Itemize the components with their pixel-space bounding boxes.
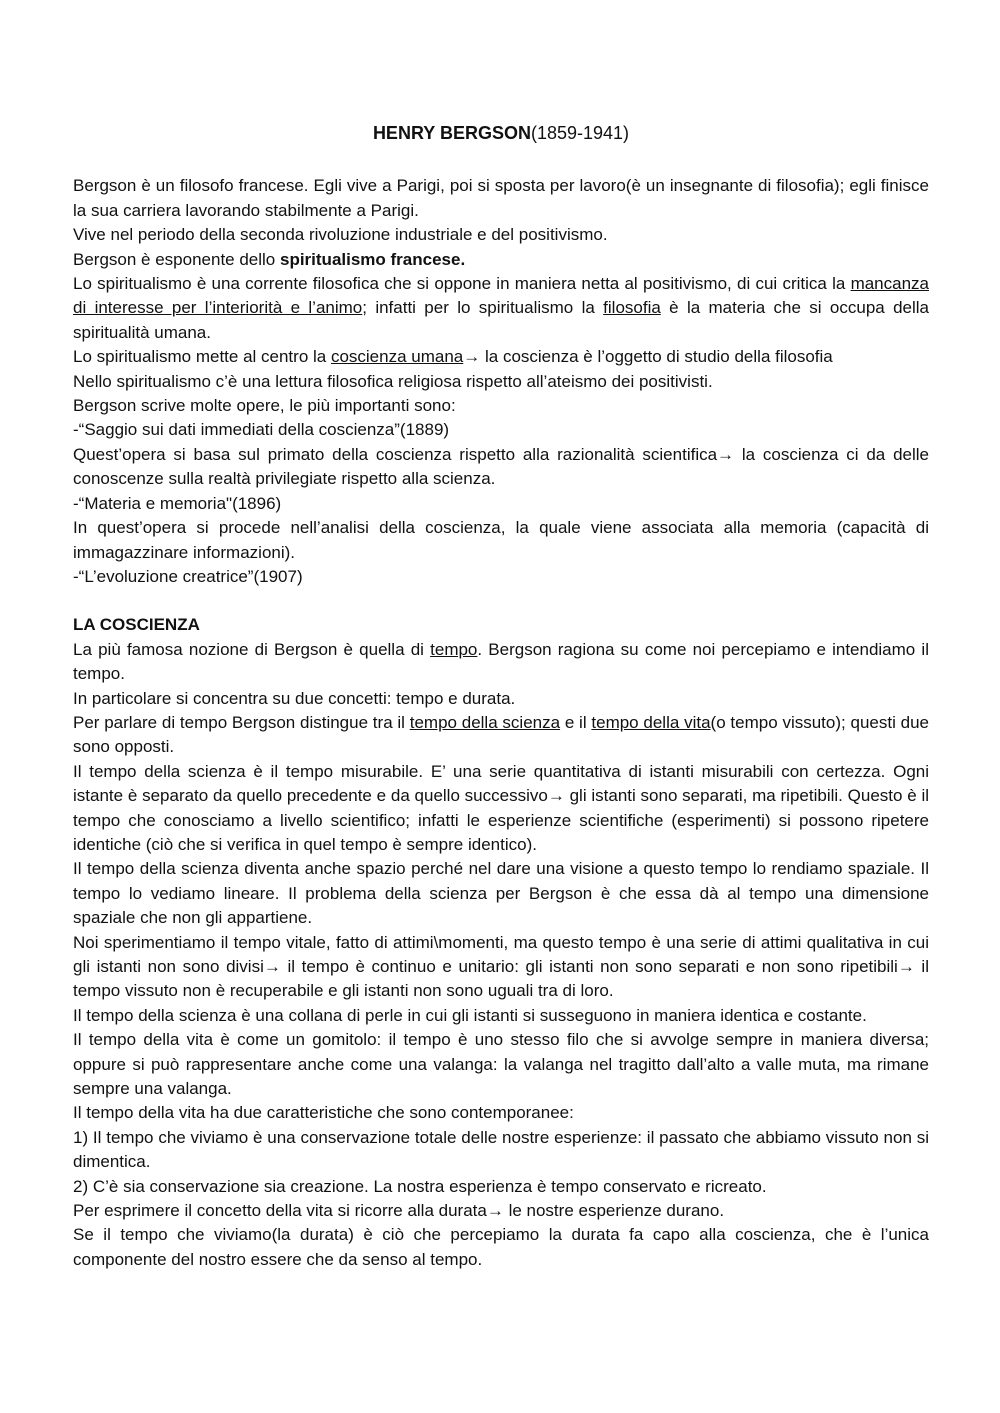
underlined-text: filosofia (603, 298, 661, 318)
list-item: 1) Il tempo che viviamo è una conservazione totale delle nostre esperienze: il passato che abbiamo vissuto non si dimentica. (73, 1127, 929, 1172)
paragraph: Il tempo della vita è come un gomitolo: il tempo è uno stesso filo che si avvolge sempre in maniera diversa; oppure si può rappresentare anche come una valanga: la valanga nel tragitto dall’alto a valle muta, ma rimane sempre una valanga. (73, 1030, 929, 1099)
work-title: -“L’evoluzione creatrice”(1907) (73, 566, 303, 586)
underlined-text: tempo (430, 639, 478, 659)
text: → la coscienza è l’oggetto di studio della filosofia (463, 347, 833, 367)
document-title (73, 121, 929, 145)
paragraph (73, 272, 929, 345)
work-description: Quest’opera si basa sul primato della coscienza rispetto alla razionalità scientifica→ la coscienza ci da delle conoscenze sulla realtà privilegiate rispetto alla scienza. (73, 444, 929, 489)
underlined-text: coscienza umana (330, 347, 464, 367)
paragraph (73, 638, 929, 687)
paragraph: Per esprimere il concetto della vita si ricorre alla durata→ le nostre esperienze durano. (73, 1201, 725, 1221)
text: ; infatti per lo spiritualismo la (362, 298, 604, 318)
underlined-text: tempo della scienza (409, 712, 561, 732)
text: (o tempo vissuto); questi due sono opposti. (73, 712, 929, 757)
text: Lo spiritualismo mette al centro la (73, 347, 331, 367)
bold-text: spiritualismo francese. (280, 249, 466, 269)
list-item: 2) C’è sia conservazione sia creazione. La nostra esperienza è tempo conservato e ricreato. (73, 1176, 767, 1196)
document-page (73, 121, 929, 1272)
work-description: In quest’opera si procede nell’analisi della coscienza, la quale viene associata alla memoria (capacità di immagazzinare informazioni). (73, 518, 929, 562)
section-heading: LA COSCIENZA (73, 615, 200, 635)
paragraph: Il tempo della scienza è il tempo misurabile. E’ una serie quantitativa di istanti misurabili con certezza. Ogni istante è separato da quello precedente e da quello successivo→ gli istanti sono separati, ma ripetibili. Questo è il tempo che conosciamo a livello scientifico; infatti le esperienze scientifiche (esperimenti) si possono ripetere identiche (ciò che si verifica in quel tempo è sempre identico). (73, 761, 929, 854)
paragraph (73, 711, 929, 760)
paragraph: Nello spiritualismo c’è una lettura filosofica religiosa rispetto all’ateismo dei positivisti. (73, 371, 713, 391)
work-title: -“Saggio sui dati immediati della coscienza”(1889) (73, 420, 450, 440)
text: e il (560, 712, 592, 732)
paragraph (73, 345, 929, 369)
paragraph: In particolare si concentra su due concetti: tempo e durata. (73, 688, 516, 708)
spacer (73, 589, 929, 613)
text: . Bergson ragiona su come noi percepiamo e intendiamo il tempo. (73, 639, 929, 684)
underlined-text: mancanza di interesse per l’interiorità e l’animo (73, 274, 929, 318)
text: La più famosa nozione di Bergson è quella di (73, 639, 431, 659)
paragraph: Il tempo della scienza diventa anche spazio perché nel dare una visione a questo tempo lo rendiamo spaziale. Il tempo lo vediamo lineare. Il problema della scienza per Bergson è che essa dà al tempo una dimensione spaziale che non gli appartiene. (73, 859, 929, 928)
text: Lo spiritualismo è una corrente filosofica che si oppone in maniera netta al positivismo, di cui critica la (73, 274, 851, 294)
paragraph: Bergson scrive molte opere, le più importanti sono: (73, 396, 456, 416)
title-name: HENRY BERGSON (372, 123, 531, 143)
paragraph: Il tempo della scienza è una collana di perle in cui gli istanti si susseguono in maniera identica e costante. (73, 1005, 867, 1025)
paragraph: Vive nel periodo della seconda rivoluzione industriale e del positivismo. (73, 225, 608, 245)
paragraph: Bergson è un filosofo francese. Egli vive a Parigi, poi si sposta per lavoro(è un insegnante di filosofia); egli finisce la sua carriera lavorando stabilmente a Parigi. (73, 176, 929, 220)
paragraph (73, 248, 929, 272)
text: è la materia che si occupa della spiritualità umana. (73, 298, 929, 342)
paragraph: Se il tempo che viviamo(la durata) è ciò che percepiamo la durata fa capo alla coscienza, che è l’unica componente del nostro essere che da senso al tempo. (73, 1225, 929, 1269)
work-title: -“Materia e memoria"(1896) (73, 493, 282, 513)
title-dates: (1859-1941) (530, 123, 630, 143)
underlined-text: tempo della vita (591, 712, 711, 732)
paragraph: Il tempo della vita ha due caratteristiche che sono contemporanee: (73, 1103, 574, 1123)
text: Per parlare di tempo Bergson distingue tra il (73, 712, 410, 732)
paragraph: Noi sperimentiamo il tempo vitale, fatto di attimi\momenti, ma questo tempo è una serie di attimi qualitativa in cui gli istanti non sono divisi→ il tempo è continuo e unitario: gli istanti non sono separati e non sono ripetibili→ il tempo vissuto non è recuperabile e gli istanti non sono uguali tra di loro. (73, 932, 929, 1001)
text: Bergson è esponente dello (73, 249, 280, 269)
